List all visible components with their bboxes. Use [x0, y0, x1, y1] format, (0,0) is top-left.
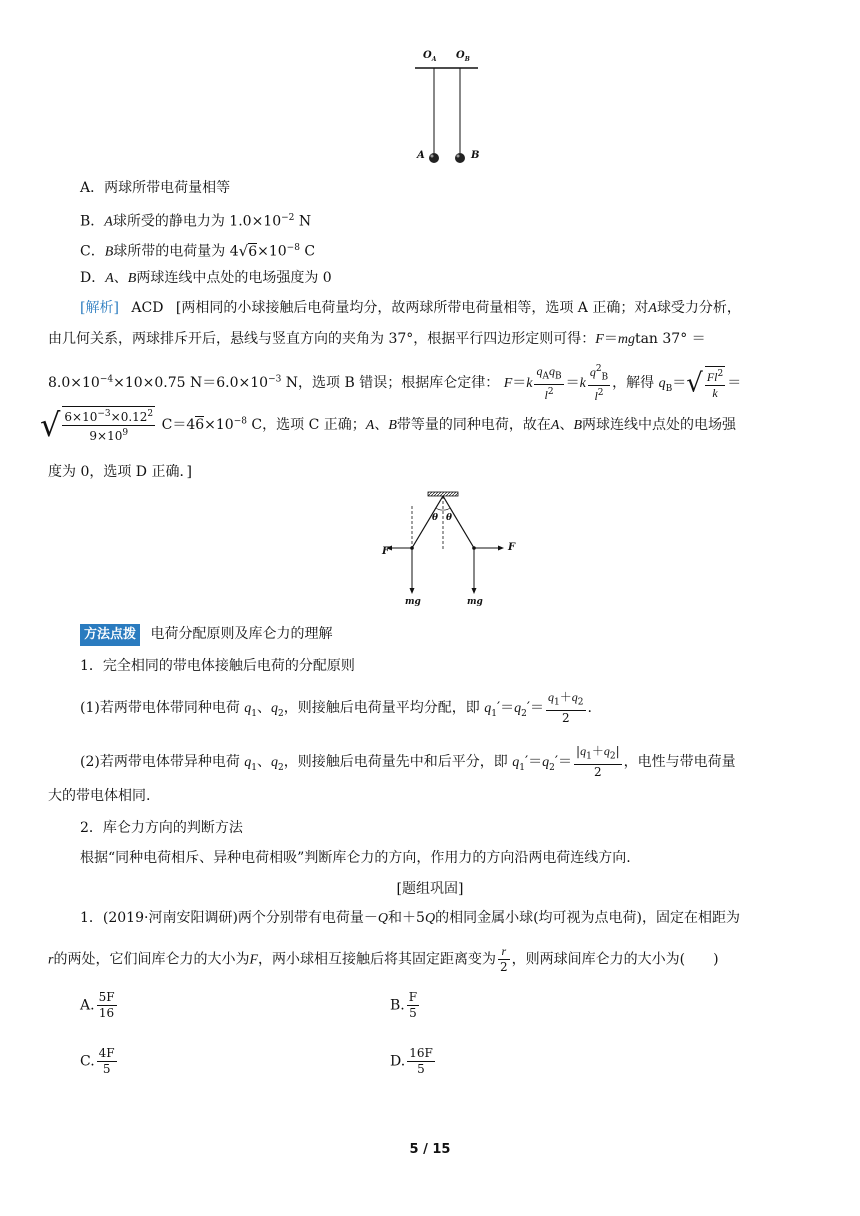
method-h2: 2．库仑力方向的判断方法 — [80, 820, 243, 836]
analysis-line-3: $8.0\times 10^{-4}\times 10\times 0.75$ $N=6.0\times 10^{-3}$ N，选项 B 错误；根据库仑定律： F＝k $\frac{q_Aq_B}{l^2}$ ＝k $\frac{q^2_B}{l^2}$ ，解得 $q_B=√$ $\frac{Fl^2}{k}$ ＝ — [48, 363, 742, 404]
analysis-line-1: [解析] ACD [两相同的小球接触后电荷量均分，故两球所带电荷量相等，选项 A 正确；对A球受力分析， — [80, 300, 741, 316]
answer-option-a[interactable]: A. $\frac{5F}{16}$ — [80, 990, 115, 1020]
theta-label-left: θ — [432, 513, 439, 523]
method-s3: 根据“同种电荷相斥、异种电荷相吸”判断库仑力的方向，作用力的方向沿两电荷连线方向. — [80, 850, 631, 866]
option-b: B．A球所受的静电力为 $1.0\times 10^{-2}$ N — [80, 213, 312, 230]
label-a: A — [417, 150, 425, 161]
method-h1: 1．完全相同的带电体接触后电荷的分配原则 — [80, 658, 355, 674]
exercise-heading: [题组巩固] — [396, 881, 464, 897]
method-s2-cont: 大的带电体相同. — [48, 788, 151, 804]
mg-label-right: mg — [467, 597, 483, 607]
analysis-line-5: 度为 0，选项 D 正确．] — [48, 464, 192, 480]
method-s1: (1)若两带电体带同种电荷 $q_1$、$q_2$，则接触后电荷量平均分配，即 $q_1'=q_2'=$ $\frac{q_1+q_2}{2}$ . — [80, 690, 592, 726]
answer-option-b[interactable]: B. $\frac{F}{5}$ — [390, 990, 418, 1020]
label-b: B — [471, 150, 480, 161]
option-c: C．B球所带的电荷量为 $4√6\times 10^{-8}$ C — [80, 241, 316, 260]
analysis-line-4: √ $\frac{6\times 10^{-3}\times 0.12^2}{9\times 10^9}$ $C=46\times 10^{-8}$ C，选项 C 正确；A、B带等量的同种电荷，故在A、B两球连线中点处的电场强 — [40, 406, 737, 444]
theta-label-right: θ — [446, 513, 453, 523]
option-a: A．两球所带电荷量相等 — [80, 180, 231, 196]
exercise-q1-line1: 1．(2019·河南安阳调研)两个分别带有电荷量－Q和＋5Q的相同金属小球(均可视为点电荷)，固定在相距为 — [80, 910, 741, 926]
figure-force-diagram — [370, 488, 530, 613]
method-heading: 方法点拨 电荷分配原则及库仑力的理解 — [80, 624, 332, 646]
force-label-right: F — [508, 542, 516, 553]
method-tag: 方法点拨 — [80, 624, 140, 646]
label-ob: $O_B$ — [456, 50, 470, 63]
analysis-line-2: 由几何关系，两球排斥开后，悬线与竖直方向的夹角为 37°，根据平行四边形定则可得：F＝mgtan 37° ＝ — [48, 331, 706, 347]
exercise-q1-line2: r的两处，它们间库仑力的大小为F，两小球相互接触后将其固定距离变为 $\frac{r}{2}$ ，则两球间库仑力的大小为( ) — [48, 944, 719, 974]
force-label-left: F — [382, 546, 390, 557]
method-s2: (2)若两带电体带异种电荷 $q_1$、$q_2$，则接触后电荷量先中和后平分，即 $q_1'=q_2'=$ $\frac{|q_1+q_2|}{2}$ ，电性与带电荷量 — [80, 744, 736, 780]
label-oa: $O_A$ — [423, 50, 437, 63]
page-number: 5 / 15 — [409, 1142, 451, 1157]
option-d: D．A、B两球连线中点处的电场强度为 0 — [80, 270, 332, 286]
mg-label-left: mg — [405, 597, 421, 607]
answer-option-c[interactable]: C. $\frac{4F}{5}$ — [80, 1046, 115, 1076]
answer-option-d[interactable]: D. $\frac{16F}{5}$ — [390, 1046, 433, 1076]
